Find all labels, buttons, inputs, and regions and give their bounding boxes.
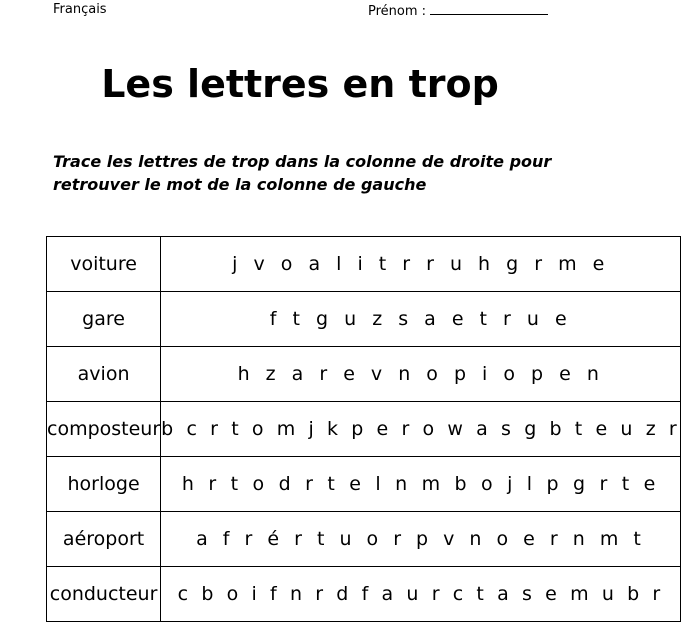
subject-label: Français [53,2,107,17]
table-row [47,292,681,347]
letters-cell: b c r t o m j k p e r o w a s g b t e u z r [161,402,681,457]
letters-cell: f t g u z s a e t r u e [161,292,681,347]
word-cell: conducteur [47,567,161,622]
letters-cell: a f r é r t u o r p v n o e r n m t [161,512,681,567]
table-row [47,457,681,512]
table-row [47,237,681,292]
word-table [46,236,681,622]
word-cell: aéroport [47,512,161,567]
word-cell: horloge [47,457,161,512]
word-cell: gare [47,292,161,347]
table-row [47,347,681,402]
table-row [47,402,681,457]
letters-cell: j v o a l i t r r u h g r m e [161,237,681,292]
word-cell: composteur [47,402,161,457]
name-field [368,2,548,19]
page-title: Les lettres en trop [101,62,499,106]
letters-cell: h r t o d r t e l n m b o j l p g r t e [161,457,681,512]
letters-cell: c b o i f n r d f a u r c t a s e m u b r [161,567,681,622]
word-cell: voiture [47,237,161,292]
name-blank-line [430,2,548,15]
table-row [47,567,681,622]
instruction-text: Trace les lettres de trop dans la colonne de droite pour retrouver le mot de la colonne de gauche [53,152,552,194]
name-label: Prénom : [368,4,427,19]
table-row [47,512,681,567]
letters-cell: h z a r e v n o p i o p e n [161,347,681,402]
word-cell: avion [47,347,161,402]
